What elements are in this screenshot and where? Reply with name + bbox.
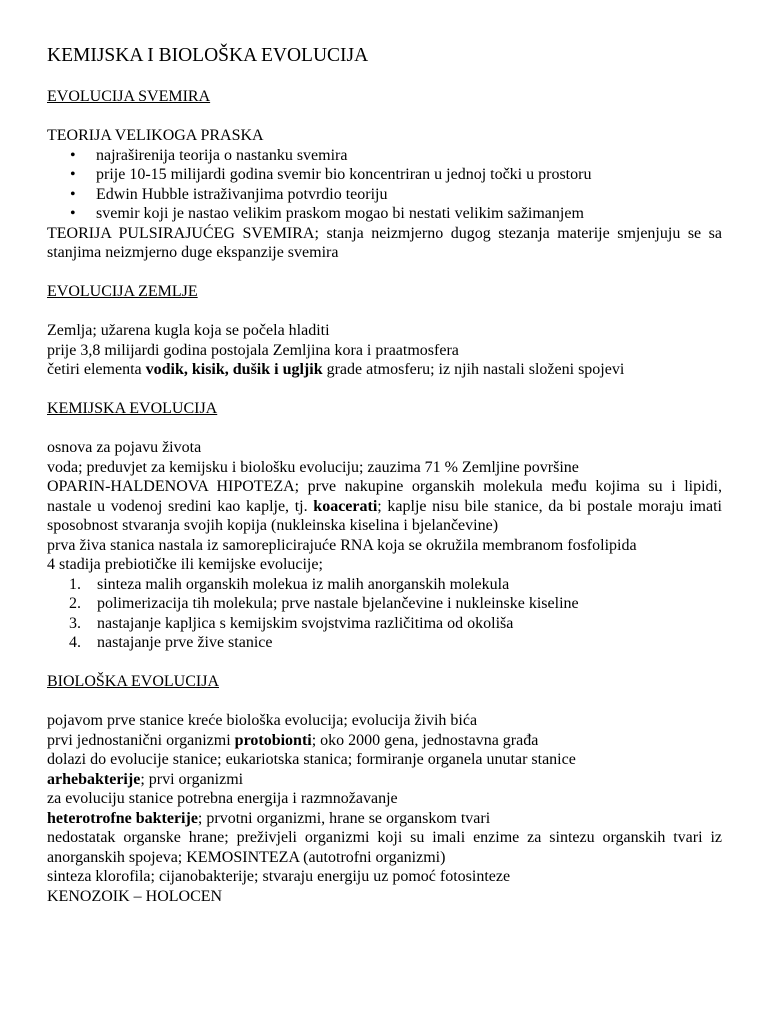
big-bang-bullet-list xyxy=(47,146,722,224)
bio-line: heterotrofne bakterije; prvotni organizmi, hrane se organskom tvari xyxy=(47,809,491,827)
chem-line: 4 stadija prebiotičke ili kemijske evolucije; xyxy=(47,556,323,573)
chemosynthesis-paragraph: nedostatak organske hrane; preživjeli organizmi koji su imali enzime za sintezu organskih tvari iz anorganskih spojeva; KEMOSINTEZA (autotrofni organizmi) xyxy=(47,829,722,866)
earth-line: prije 3,8 milijardi godina postojala Zemljina kora i praatmosfera xyxy=(47,341,459,359)
chem-line: osnova za pojavu života xyxy=(47,439,202,456)
subheading-teorija-velikoga-praska: TEORIJA VELIKOGA PRASKA xyxy=(47,127,264,144)
bio-line: prvi jednostanični organizmi protobionti; oko 2000 gena, jednostavna građa xyxy=(47,731,539,749)
pulsating-universe-paragraph: TEORIJA PULSIRAJUĆEG SVEMIRA; stanja neizmjerno dugog stezanja materije smjenjuju se sa stanjima neizmjerno duge ekspanzije svemira xyxy=(47,224,722,261)
earth-line: Zemlja; užarena kugla koja se počela hladiti xyxy=(47,322,330,339)
chem-line: voda; preduvjet za kemijsku i biološku evoluciju; zauzima 71 % Zemljine površine xyxy=(47,458,579,476)
oparin-haldane-paragraph: OPARIN-HALDENOVA HIPOTEZA; prve nakupine organskih molekula među kojima su i lipidi, nastale u vodenoj sredini kao kaplje, tj. koacerati; kaplje nisu bile stanice, da bi postale moraju imati sposobnost stvaranja svojih kopija (nukleinska kiselina i bjelančevine) xyxy=(47,478,722,534)
earth-elements-line: četiri elementa vodik, kisik, dušik i ugljik grade atmosferu; iz njih nastali složeni spojevi xyxy=(47,361,625,378)
list-item: 1. sinteza malih organskih molekua iz malih anorganskih molekula xyxy=(69,575,510,593)
protobionti-bold: protobionti xyxy=(234,731,312,749)
bio-line: pojavom prve stanice kreće biološka evolucija; evolucija živih bića xyxy=(47,712,478,729)
bio-line: za evoluciju stanice potrebna energija i razmnožavanje xyxy=(47,790,398,807)
bio-line: arhebakterije; prvi organizmi xyxy=(47,770,244,788)
prebiotic-stages-list xyxy=(47,575,722,653)
elements-bold: vodik, kisik, dušik i ugljik xyxy=(145,361,323,378)
heading-kemijska-evolucija: KEMIJSKA EVOLUCIJA xyxy=(47,400,218,417)
bio-line: dolazi do evolucije stanice; eukariotska stanica; formiranje organela unutar stanice xyxy=(47,751,576,768)
list-item: 2. polimerizacija tih molekula; prve nastale bjelančevine i nukleinske kiseline xyxy=(69,595,579,612)
koacerati-bold: koacerati xyxy=(313,497,378,515)
list-item: 3. nastajanje kapljica s kemijskim svojstvima različitima od okoliša xyxy=(69,614,514,632)
document-title: KEMIJSKA I BIOLOŠKA EVOLUCIJA xyxy=(47,45,369,66)
bio-line: KENOZOIK – HOLOCEN xyxy=(47,887,223,905)
bullet-item: • Edwin Hubble istraživanjima potvrdio teoriju xyxy=(70,185,722,205)
heading-bioloska-evolucija: BIOLOŠKA EVOLUCIJA xyxy=(47,673,219,690)
heading-evolucija-svemira: EVOLUCIJA SVEMIRA xyxy=(47,88,211,105)
list-item: 4. nastajanje prve žive stanice xyxy=(69,634,273,651)
bullet-item: • svemir koji je nastao velikim praskom mogao bi nestati velikim sažimanjem xyxy=(70,204,722,224)
heading-evolucija-zemlje: EVOLUCIJA ZEMLJE xyxy=(47,283,198,300)
arhebakterije-bold: arhebakterije xyxy=(47,770,141,788)
document-page xyxy=(47,44,722,906)
chem-line: prva živa stanica nastala iz samoreplicirajuće RNA koja se okružila membranom fosfolipida xyxy=(47,536,637,554)
bullet-item: • najraširenija teorija o nastanku svemira xyxy=(70,146,722,166)
bio-line: sinteza klorofila; cijanobakterije; stvaraju energiju uz pomoć fotosinteze xyxy=(47,868,511,885)
heterotrofne-bold: heterotrofne bakterije xyxy=(47,809,198,827)
bullet-item: • prije 10-15 milijardi godina svemir bio koncentriran u jednoj točki u prostoru xyxy=(70,165,722,185)
